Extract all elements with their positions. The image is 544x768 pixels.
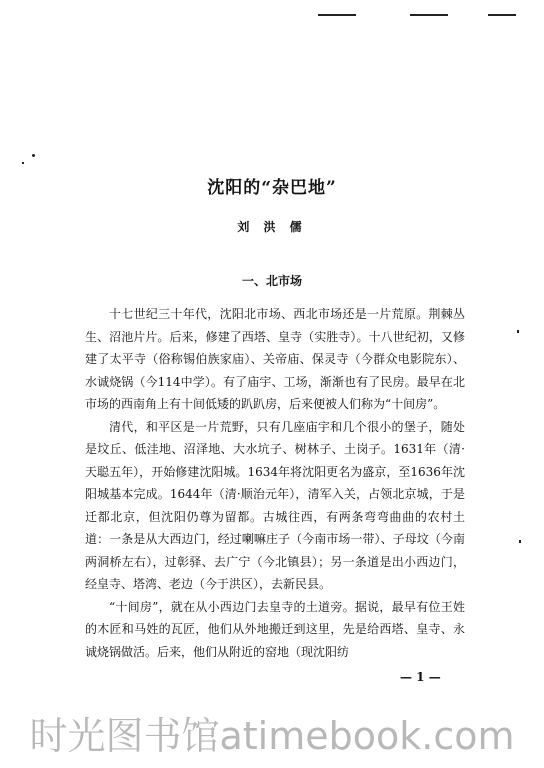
paragraph: “十间房”，就在从小西边门去皇寺的土道旁。据说，最早有位王姓的木匠和马姓的瓦匠，他们从外地搬迁到这里，先是给西塔、皇寺、永诚烧锅做活。后来，他们从附近的窑地（现沈阳纺 [85,599,465,659]
scan-mark-top-1 [318,14,356,16]
scan-mark-top-3 [488,14,516,16]
scan-speck-right-2 [519,540,521,543]
watermark: 时光图书馆atimebook.com [29,714,515,758]
scan-mark-top-2 [410,14,448,16]
page-title: 沈阳的“杂巴地” [207,178,337,198]
paragraph: 十七世纪三十年代，沈阳北市场、西北市场还是一片荒原。荆棘丛生、沼池片片。后来，修建了西塔、皇寺（实胜寺）。十八世纪初，又修建了太平寺（俗称锡伯族家庙）、关帝庙、保灵寺（今群众电影院东）、水诚烧锅（今114中学）。有了庙宇、工场，渐渐也有了民房。最早在北市场的西南角上有十间低矮的趴趴房，后来便被人们称为“十间房”。 [85,307,465,411]
section-heading: 一、北市场 [241,274,302,288]
author-name: 刘 洪 儒 [237,220,307,234]
scan-speck-left [32,154,35,157]
scan-speck-left-2 [22,162,24,164]
scan-speck-right [517,330,519,333]
page-number: — 1 — [400,670,441,684]
body-text [85,303,465,663]
paragraph: 清代，和平区是一片荒野，只有几座庙宇和几个很小的堡子，随处是坟丘、低洼地、沼泽地、大水坑子、树林子、土岗子。1631年（清·天聪五年），开始修建沈阳城。1634年将沈阳更名为盛京，至1636年沈阳城基本完成。1644年（清·顺治元年），清军入关，占领北京城，于是迁都北京，但沈阳仍尊为留都。古城往西，有两条弯弯曲曲的农村土道：一条是从大西边门，经过喇嘛庄子（今南市场一带）、子母坟（今南两洞桥左右），过彰驿、去广宁（今北镇县）；另一条道是出小西边门，经皇寺、塔湾、老边（今于洪区），去新民县。 [85,419,465,591]
